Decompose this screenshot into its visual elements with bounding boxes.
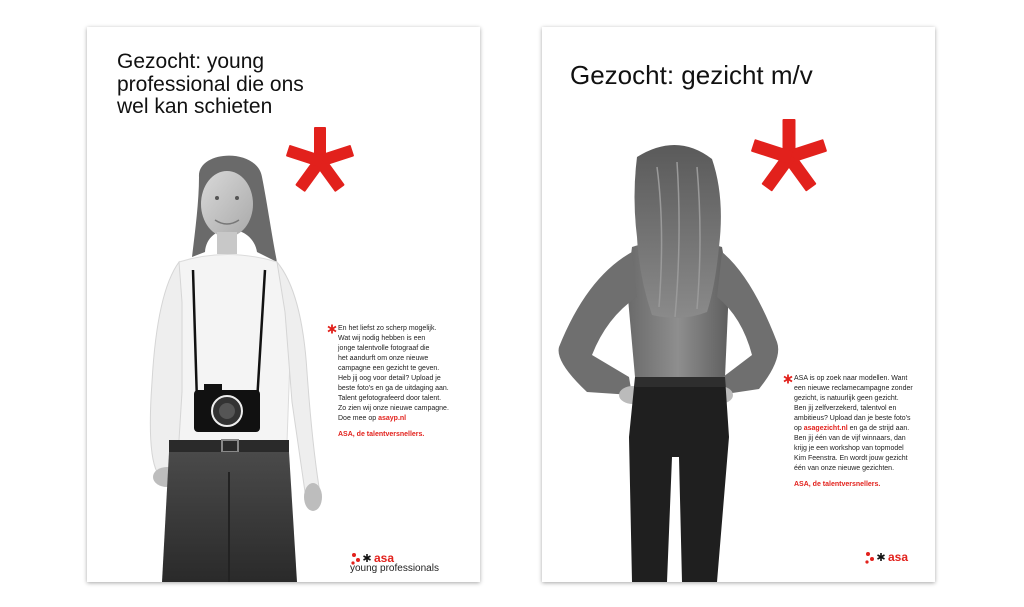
- body-line-text: Doe mee op: [338, 415, 377, 422]
- body-line-text: op: [794, 425, 802, 432]
- tagline: ASA, de talentversnellers.: [794, 481, 881, 488]
- headline-line: wel kan schieten: [117, 95, 273, 119]
- woman-hair-over-face-photo: [547, 137, 787, 582]
- poster-young-professionals: [87, 27, 480, 582]
- body-line: [338, 414, 449, 424]
- campaign-link[interactable]: asagezicht.nl: [803, 425, 848, 432]
- body-line: [794, 424, 913, 434]
- body-line: Ben jij één van de vijf winnaars, dan: [794, 435, 906, 442]
- red-asterisk-icon: [327, 324, 337, 334]
- asa-logo-icon: [864, 550, 888, 564]
- headline-line: professional die ons: [117, 72, 304, 96]
- woman-with-camera-photo: [107, 142, 347, 582]
- campaign-link[interactable]: asayp.nl: [378, 415, 407, 422]
- body-line: Zo zien wij onze nieuwe campagne.: [338, 405, 449, 412]
- body-line: ambitieus? Upload dan je beste foto's: [794, 415, 911, 422]
- body-line: campagne een gezicht te geven.: [338, 365, 440, 372]
- body-line: Wat wij nodig hebben is een: [338, 335, 426, 342]
- body-line-text: en ga de strijd aan.: [847, 425, 910, 432]
- tagline: ASA, de talentversnellers.: [338, 431, 425, 438]
- headline-line: Gezocht: young: [117, 50, 265, 73]
- logo-text: asa: [888, 550, 909, 564]
- body-line: Ben jij zelfverzekerd, talentvol en: [794, 405, 897, 412]
- headline-line: Gezocht: gezicht m/v: [570, 60, 813, 90]
- body-line: En het liefst zo scherp mogelijk.: [338, 325, 437, 332]
- body-line: jonge talentvolle fotograaf die: [338, 345, 430, 352]
- logo-text: asa: [374, 551, 395, 565]
- body-line: één van onze nieuwe gezichten.: [794, 465, 895, 472]
- red-asterisk-icon: [783, 374, 793, 384]
- poster-body-text: [338, 324, 449, 440]
- logo-subtitle: young professionals: [350, 563, 439, 574]
- poster-gezicht: [542, 27, 935, 582]
- asa-logo: [864, 550, 908, 564]
- poster-headline: [117, 51, 367, 119]
- poster-body-text: [794, 374, 913, 490]
- poster-headline: [570, 61, 813, 89]
- body-line: ASA is op zoek naar modellen. Want: [794, 375, 908, 382]
- body-line: gezicht, is natuurlijk geen gezicht.: [794, 395, 899, 402]
- body-line: Heb jij oog voor detail? Upload je: [338, 375, 441, 382]
- body-line: krijg je een workshop van topmodel: [794, 445, 904, 452]
- body-line: beste foto's en ga de uitdaging aan.: [338, 385, 449, 392]
- body-line: Talent gefotografeerd door talent.: [338, 395, 442, 402]
- body-line: een nieuwe reclamecampagne zonder: [794, 385, 913, 392]
- body-line: Kim Feenstra. En wordt jouw gezicht: [794, 455, 908, 462]
- asa-logo: [350, 551, 439, 574]
- body-line: het aandurft om onze nieuwe: [338, 355, 429, 362]
